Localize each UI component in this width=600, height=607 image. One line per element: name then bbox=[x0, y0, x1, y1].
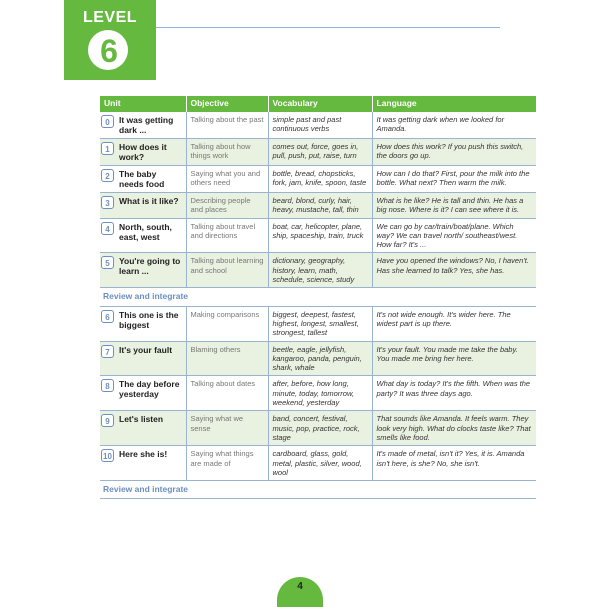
unit-title: Let's listen bbox=[119, 414, 164, 425]
language-cell: What is he like? He is tall and thin. He has a big nose. Where is it? I can see where it is. bbox=[372, 193, 536, 219]
unit-cell bbox=[100, 446, 186, 481]
unit-number-badge: 9 bbox=[101, 414, 114, 427]
table-row bbox=[100, 411, 536, 446]
unit-number-badge: 3 bbox=[101, 196, 114, 209]
language-cell: That sounds like Amanda. It feels warm. They look very high. What do clocks taste like? That smells like food. bbox=[372, 411, 536, 446]
unit-number-badge: 8 bbox=[101, 379, 114, 392]
review-row bbox=[100, 481, 536, 499]
unit-number-badge: 2 bbox=[101, 169, 114, 182]
vocabulary-cell: beetle, eagle, jellyfish, kangaroo, panda, penguin, shark, whale bbox=[268, 341, 372, 376]
table-row bbox=[100, 139, 536, 166]
vocabulary-cell: after, before, how long, minute, today, tomorrow, weekend, yesterday bbox=[268, 376, 372, 411]
table-row bbox=[100, 253, 536, 288]
table-row bbox=[100, 341, 536, 376]
unit-title: The day before yesterday bbox=[119, 379, 180, 400]
unit-title: This one is the biggest bbox=[119, 309, 179, 330]
unit-title: It's your fault bbox=[119, 344, 173, 355]
language-cell: It's made of metal, isn't it? Yes, it is. Amanda isn't here, is she? No, she isn't. bbox=[372, 446, 536, 481]
level-tab bbox=[64, 0, 156, 80]
unit-title: The baby needs food bbox=[119, 169, 165, 189]
objective-cell: Talking about learning and school bbox=[186, 253, 268, 288]
vocabulary-cell: comes out, force, goes in, pull, push, put, raise, turn bbox=[268, 139, 372, 166]
vocabulary-cell: cardboard, glass, gold, metal, plastic, silver, wood, wool bbox=[268, 446, 372, 481]
objective-cell: Saying what you and others need bbox=[186, 166, 268, 193]
unit-cell bbox=[100, 341, 186, 376]
objective-cell: Talking about how things work bbox=[186, 139, 268, 166]
unit-cell bbox=[100, 166, 186, 193]
unit-number-badge: 6 bbox=[101, 310, 114, 323]
header-rule bbox=[156, 27, 500, 28]
unit-title: What is it like? bbox=[119, 196, 179, 206]
column-header: Objective bbox=[186, 96, 268, 112]
unit-number-badge: 7 bbox=[101, 345, 114, 358]
unit-title: You're going to learn ... bbox=[119, 256, 181, 277]
objective-cell: Talking about the past bbox=[186, 112, 268, 139]
language-cell: How can I do that? First, pour the milk into the bottle. What next? Then warm the milk. bbox=[372, 166, 536, 193]
vocabulary-cell: simple past and past continuous verbs bbox=[268, 112, 372, 139]
unit-cell bbox=[100, 411, 186, 446]
page-number: 4 bbox=[297, 581, 303, 592]
unit-cell bbox=[100, 139, 186, 166]
language-cell: It's not wide enough. It's wider here. The widest part is up there. bbox=[372, 306, 536, 341]
unit-cell bbox=[100, 112, 186, 139]
language-cell: How does this work? If you push this switch, the doors go up. bbox=[372, 139, 536, 166]
vocabulary-cell: dictionary, geography, history, learn, math, schedule, science, study bbox=[268, 253, 372, 288]
page-number-tab bbox=[277, 577, 323, 607]
unit-number-badge: 5 bbox=[101, 256, 114, 269]
review-label: Review and integrate bbox=[100, 481, 536, 499]
table-row bbox=[100, 446, 536, 481]
vocabulary-cell: biggest, deepest, fastest, highest, longest, smallest, strongest, tallest bbox=[268, 306, 372, 341]
table-row bbox=[100, 376, 536, 411]
unit-title: Here she is! bbox=[119, 449, 168, 460]
language-cell: What day is today? It's the fifth. When was the party? It was three days ago. bbox=[372, 376, 536, 411]
language-cell: It's your fault. You made me take the baby. You made me bring her here. bbox=[372, 341, 536, 376]
level-label: LEVEL bbox=[82, 9, 138, 26]
table-row bbox=[100, 112, 536, 139]
unit-title: North, south, east, west bbox=[119, 221, 172, 242]
unit-title: How does it work? bbox=[119, 142, 167, 162]
vocabulary-cell: bottle, bread, chopsticks, fork, jam, knife, spoon, taste bbox=[268, 166, 372, 193]
language-cell: It was getting dark when we looked for Amanda. bbox=[372, 112, 536, 139]
unit-cell bbox=[100, 376, 186, 411]
unit-title: It was getting dark ... bbox=[119, 115, 174, 135]
unit-number-badge: 10 bbox=[101, 449, 114, 462]
unit-cell bbox=[100, 253, 186, 288]
table-row bbox=[100, 166, 536, 193]
unit-number-badge: 4 bbox=[101, 222, 114, 235]
column-header: Vocabulary bbox=[268, 96, 372, 112]
unit-cell bbox=[100, 306, 186, 341]
column-header: Unit bbox=[100, 96, 186, 112]
language-cell: We can go by car/train/boat/plane. Which way? We can travel north/ southeast/west. How far? It's ... bbox=[372, 218, 536, 253]
objective-cell: Saying what things are made of bbox=[186, 446, 268, 481]
objective-cell: Blaming others bbox=[186, 341, 268, 376]
objective-cell: Talking about dates bbox=[186, 376, 268, 411]
vocabulary-cell: boat, car, helicopter, plane, ship, spaceship, train, truck bbox=[268, 218, 372, 253]
vocabulary-cell: beard, blond, curly, hair, heavy, mustache, tall, thin bbox=[268, 193, 372, 219]
vocabulary-cell: band, concert, festival, music, pop, practice, rock, stage bbox=[268, 411, 372, 446]
review-row bbox=[100, 288, 536, 306]
unit-number-badge: 1 bbox=[101, 142, 114, 155]
objective-cell: Describing people and places bbox=[186, 193, 268, 219]
table-header-row bbox=[100, 96, 536, 112]
language-cell: Have you opened the windows? No, I haven't. Has she learned to talk? Yes, she has. bbox=[372, 253, 536, 288]
table-row bbox=[100, 306, 536, 341]
column-header: Language bbox=[372, 96, 536, 112]
unit-number-badge: 0 bbox=[101, 115, 114, 128]
unit-cell bbox=[100, 218, 186, 253]
table-row bbox=[100, 218, 536, 253]
objective-cell: Making comparisons bbox=[186, 306, 268, 341]
objective-cell: Talking about travel and directions bbox=[186, 218, 268, 253]
table-row bbox=[100, 193, 536, 219]
level-number: 6 bbox=[100, 33, 118, 69]
syllabus-table bbox=[100, 96, 536, 499]
review-label: Review and integrate bbox=[100, 288, 536, 306]
objective-cell: Saying what we sense bbox=[186, 411, 268, 446]
unit-cell bbox=[100, 193, 186, 219]
